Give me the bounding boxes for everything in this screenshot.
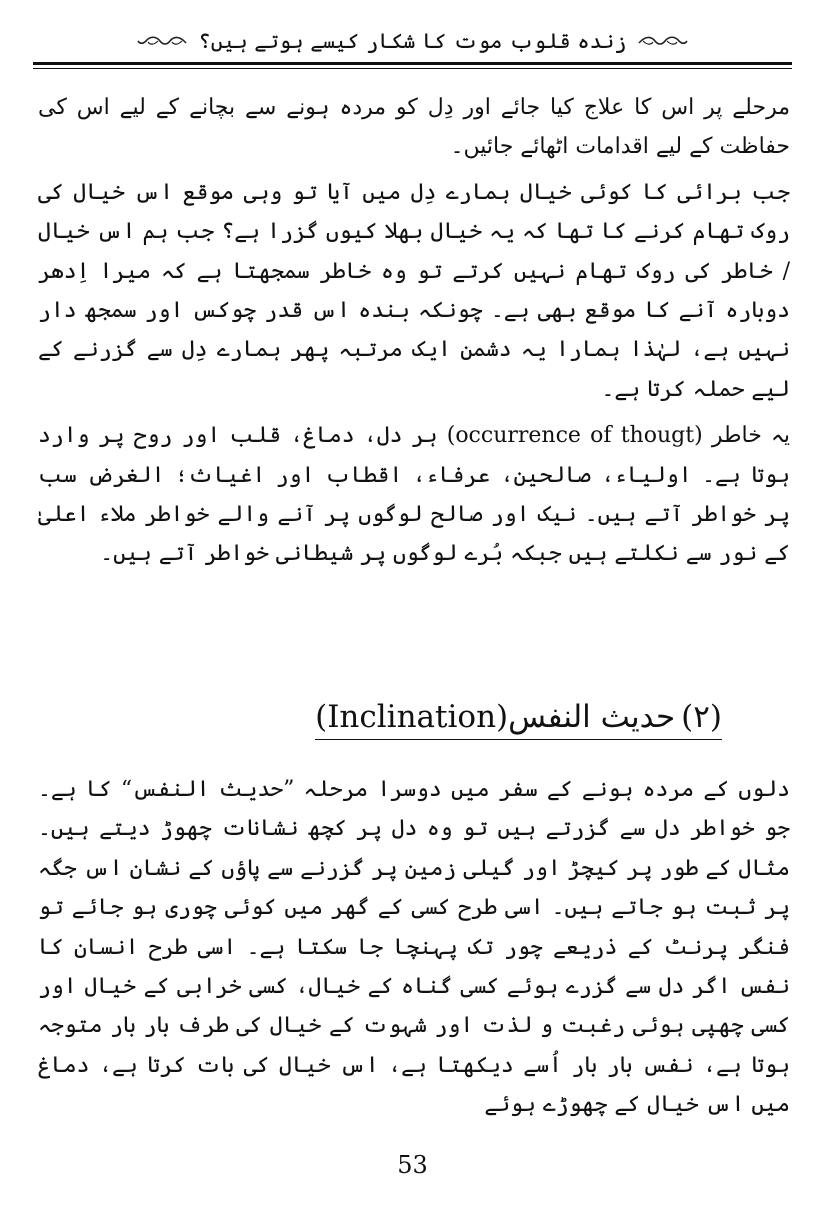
paragraph: دلوں کے مردہ ہونے کے سفر میں دوسرا مرحلہ ”حدیث النفس“ کا ہے۔ جو خواطر دل سے گزرتے ہیں تو وہ دل پر کچھ نشانات چھوڑ دیتے ہیں۔ مثال کے طور پر کیچڑ اور گیلی زمین پر گزرنے سے پاؤں کے نشان اس جگہ پر ثبت ہو جاتے ہیں۔ اسی طرح کسی کے گھر میں کوئی چوری ہو جائے تو فنگر پرنٹ کے ذریعے چور تک پہنچا جا سکتا ہے۔ اسی طرح انسان کا نفس اگر دل سے گزرے ہوئے کسی گناہ کے خیال، کسی خرابی کے خیال اور کسی چھپی ہوئی رغبت و لذت اور شہوت کے خیال کی طرف بار بار متوجہ ہوتا ہے، نفس بار بار اُسے دیکھتا ہے، اس خیال کی بات کرتا ہے، دماغ میں اس خیال کے چھوڑے ہوئے bbox=[38, 777, 790, 1118]
paragraph: مرحلے پر اس کا علاج کیا جائے اور دِل کو مردہ ہونے سے بچانے کے لیے اس کی حفاظت کے لیے اقدامات اٹھائے جائیں۔ bbox=[38, 95, 790, 160]
header-rule-thin bbox=[33, 68, 792, 69]
paragraph bbox=[38, 416, 790, 574]
section-number: (۲) bbox=[681, 699, 722, 735]
body-text-block bbox=[38, 770, 790, 1132]
paragraph-text: یہ خاطر ( bbox=[694, 423, 791, 449]
running-header bbox=[35, 24, 790, 58]
running-header-title: زندہ قلوب موت کا شکار کیسے ہوتے ہیں؟ bbox=[198, 28, 627, 53]
body-text-block bbox=[38, 88, 790, 581]
flourish-ornament-icon bbox=[136, 34, 188, 48]
flourish-ornament-icon bbox=[637, 34, 689, 48]
section-title-urdu: حدیث النفس bbox=[508, 699, 676, 735]
section-title-english: (Inclination) bbox=[315, 699, 509, 735]
paragraph-text: ) ہر دل، دماغ، قلب اور روح پر وارد ہوتا ہے۔ اولیاء، صالحین، عرفاء، اقطاب اور اغیاث؛ الغرض سب پر خواطر آتے ہیں۔ نیک اور صالح لوگوں پر آنے والے خواطر ملاء اعلیٰ کے نور سے نکلتے ہیں جبکہ بُرے لوگوں پر شیطانی خواطر آتے ہیں۔ bbox=[38, 423, 790, 567]
section-heading bbox=[315, 697, 722, 740]
paragraph: جب برائی کا کوئی خیال ہمارے دِل میں آیا تو وہی موقع اس خیال کی روک تھام کرنے کا تھا کہ یہ خیال بھلا کیوں گزرا ہے؟ جب ہم اس خیال / خاطر کی روک تھام نہیں کرتے تو وہ خاطر سمجھتا ہے کہ میرا اِدھر دوبارہ آنے کا موقع بھی ہے۔ چونکہ بندہ اس قدر چوکس اور سمجھ دار نہیں ہے، لہٰذا ہمارا یہ دشمن ایک مرتبہ پھر ہمارے دِل سے گزرنے کے لیے حملہ کرتا ہے۔ bbox=[38, 179, 790, 402]
page-number: 53 bbox=[397, 1151, 428, 1179]
header-rule-thick bbox=[33, 62, 792, 65]
english-term: occurrence of thougt bbox=[455, 423, 695, 449]
